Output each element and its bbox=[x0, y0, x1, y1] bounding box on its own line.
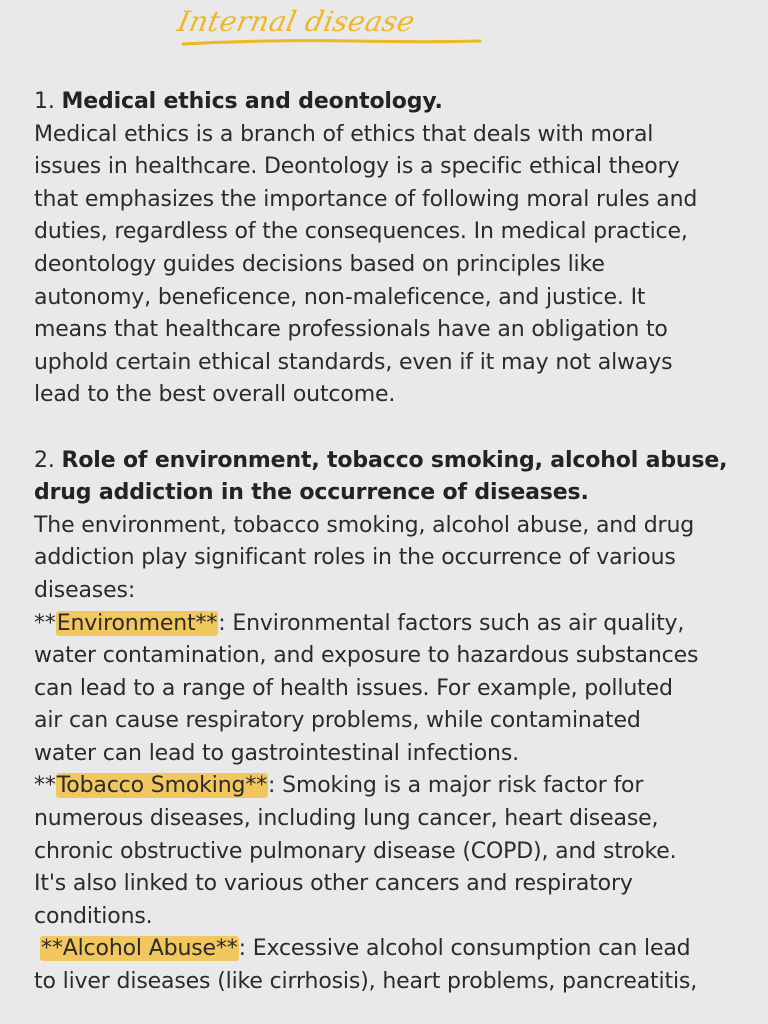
paragraph-line: duties, regardless of the consequences. In medical practice, bbox=[34, 219, 688, 245]
paragraph-line: It's also linked to various other cancers and respiratory bbox=[34, 871, 633, 897]
document-body bbox=[34, 86, 734, 999]
alcohol-line bbox=[34, 933, 734, 966]
environment-highlight: Environment** bbox=[56, 610, 218, 636]
paragraph-line: addiction play significant roles in the occurrence of various bbox=[34, 545, 676, 571]
paragraph-line: water can lead to gastrointestinal infections. bbox=[34, 740, 519, 766]
tobacco-line bbox=[34, 770, 734, 803]
paragraph-line: air can cause respiratory problems, while contaminated bbox=[34, 708, 641, 734]
paragraph-line: conditions. bbox=[34, 903, 153, 929]
paragraph-spacer bbox=[34, 412, 734, 445]
section-2-heading-line bbox=[34, 445, 734, 478]
paragraph-line: uphold certain ethical standards, even if it may not always bbox=[34, 349, 673, 375]
alcohol-text: : Excessive alcohol consumption can lead bbox=[238, 936, 691, 962]
environment-line bbox=[34, 608, 734, 641]
paragraph-line: to liver diseases (like cirrhosis), heart problems, pancreatitis, bbox=[34, 969, 698, 995]
paragraph-line: numerous diseases, including lung cancer, heart disease, bbox=[34, 806, 659, 832]
bold-marker: ** bbox=[34, 610, 56, 636]
paragraph-line: can lead to a range of health issues. For example, polluted bbox=[34, 675, 673, 701]
paragraph-line: that emphasizes the importance of following moral rules and bbox=[34, 186, 698, 212]
tobacco-highlight: Tobacco Smoking** bbox=[56, 773, 268, 799]
paragraph-line: The environment, tobacco smoking, alcohol abuse, and drug bbox=[34, 512, 695, 538]
paragraph-line: means that healthcare professionals have an obligation to bbox=[34, 317, 668, 343]
paragraph-line: deontology guides decisions based on principles like bbox=[34, 251, 605, 277]
paragraph-line: water contamination, and exposure to hazardous substances bbox=[34, 643, 699, 669]
section-heading: Medical ethics and deontology. bbox=[61, 89, 443, 114]
environment-text: : Environmental factors such as air quality, bbox=[218, 610, 685, 636]
section-number: 1. bbox=[34, 89, 55, 114]
bold-marker: ** bbox=[34, 773, 56, 799]
section-1-heading bbox=[34, 86, 734, 119]
tobacco-text: : Smoking is a major risk factor for bbox=[268, 773, 644, 799]
alcohol-highlight: **Alcohol Abuse** bbox=[41, 936, 238, 962]
paragraph-line: diseases: bbox=[34, 577, 136, 603]
paragraph-line: Medical ethics is a branch of ethics that deals with moral bbox=[34, 121, 654, 147]
section-heading-continuation: drug addiction in the occurrence of diseases. bbox=[34, 480, 589, 506]
section-heading: Role of environment, tobacco smoking, alcohol abuse, bbox=[61, 447, 728, 473]
paragraph-line: chronic obstructive pulmonary disease (COPD), and stroke. bbox=[34, 838, 677, 864]
paragraph-line: autonomy, beneficence, non-maleficence, and justice. It bbox=[34, 284, 646, 310]
section-number: 2. bbox=[34, 447, 55, 473]
paragraph-line: lead to the best overall outcome. bbox=[34, 382, 396, 408]
handwritten-title bbox=[174, 2, 485, 54]
paragraph-line: issues in healthcare. Deontology is a specific ethical theory bbox=[34, 154, 680, 180]
page-title: Internal disease bbox=[174, 5, 419, 38]
